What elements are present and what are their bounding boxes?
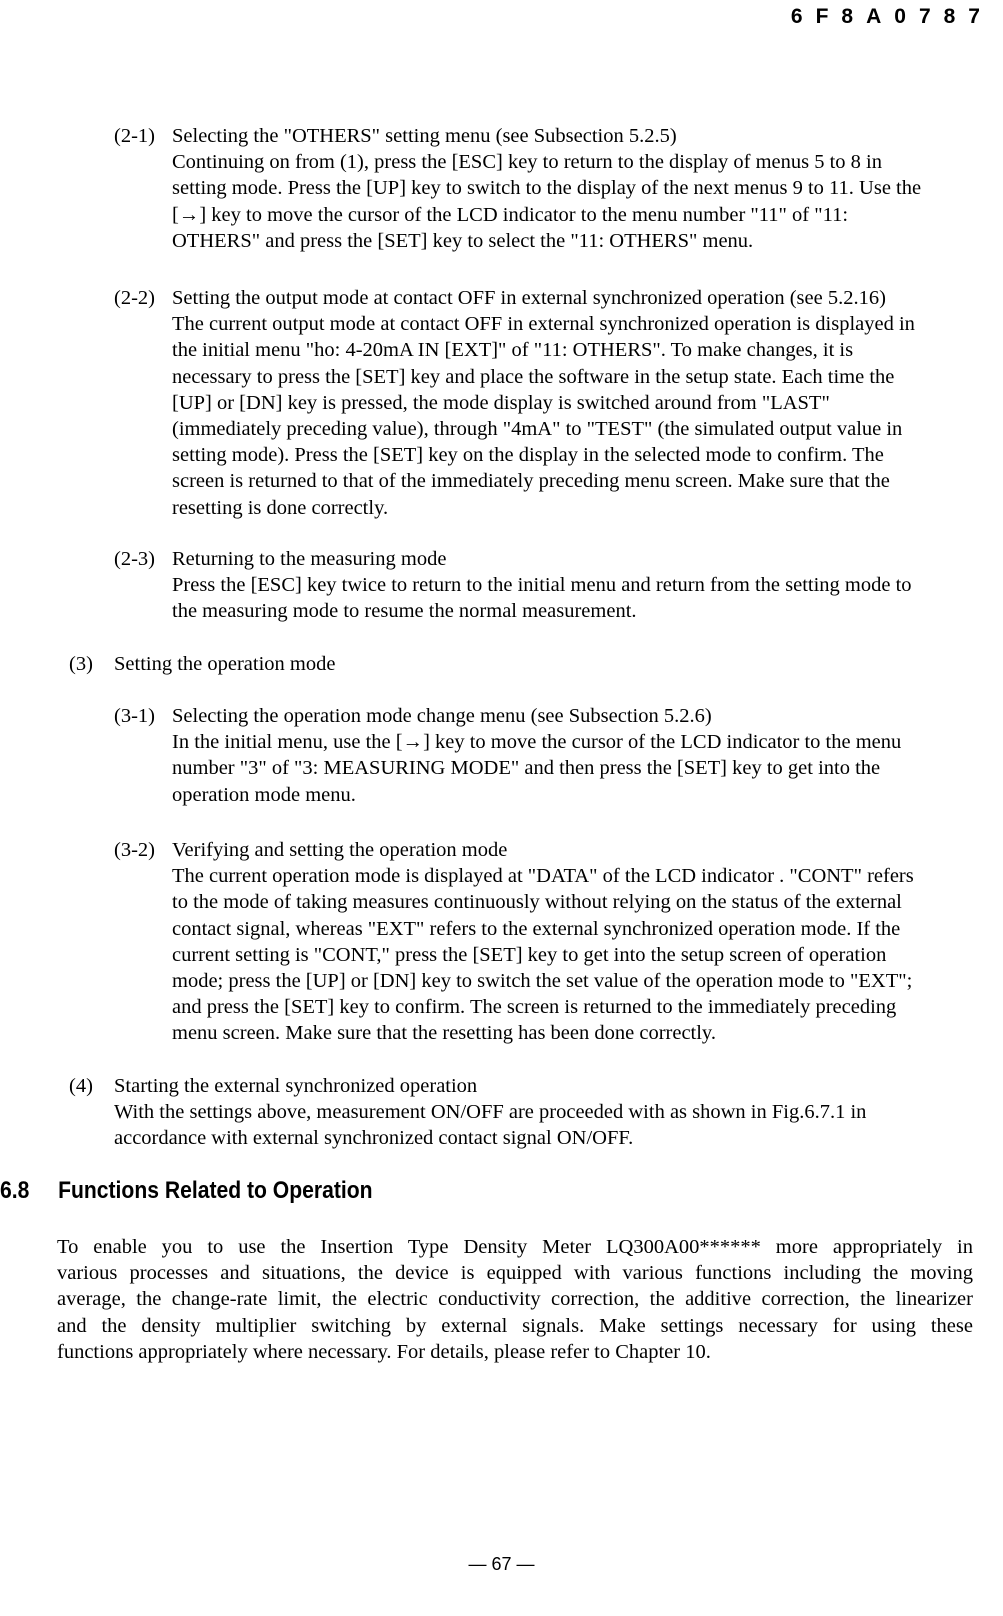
page-number: — 67 — <box>468 1554 535 1574</box>
item-line: Press the [ESC] key twice to return to the initial menu and return from the setting mode to <box>172 574 912 597</box>
section-paragraph <box>57 1234 973 1365</box>
item-line: [→] key to move the cursor of the LCD indicator to the menu number "11" of "11: <box>172 203 849 226</box>
item-line: OTHERS" and press the [SET] key to select the "11: OTHERS" menu. <box>172 229 754 252</box>
item-line: number "3" of "3: MEASURING MODE" and then press the [SET] key to get into the <box>172 757 881 780</box>
item-number: (4) <box>69 1075 93 1097</box>
item-4 <box>69 1073 989 1152</box>
item-number: (2-3) <box>114 548 155 570</box>
section-number: 6.8 <box>0 1177 30 1204</box>
item-line: current setting is "CONT," press the [SET] key to get into the setup screen of operation <box>172 943 887 966</box>
item-line: Continuing on from (1), press the [ESC] key to return to the display of menus 5 to 8 in <box>172 151 883 174</box>
item-line: to the mode of taking measures continuously without relying on the status of the external <box>172 891 902 914</box>
item-line: operation mode menu. <box>172 783 356 806</box>
section-heading <box>0 1178 373 1204</box>
paragraph-line: To enable you to use the Insertion Type Density Meter LQ300A00****** more appropriately in <box>57 1236 973 1258</box>
paragraph-line: and the density multiplier switching by external signals. Make settings necessary for using these <box>57 1314 973 1337</box>
item-line: In the initial menu, use the [→] key to move the cursor of the LCD indicator to the menu <box>172 731 902 754</box>
item-line: Setting the output mode at contact OFF in external synchronized operation (see 5.2.16) <box>172 287 886 309</box>
item-3-1 <box>114 703 994 808</box>
item-line: [UP] or [DN] key is pressed, the mode display is switched around from "LAST" <box>172 391 830 414</box>
item-line: accordance with external synchronized contact signal ON/OFF. <box>114 1127 634 1150</box>
item-body <box>172 285 994 521</box>
item-body <box>172 703 994 808</box>
item-line: menu screen. Make sure that the resetting has been done correctly. <box>172 1022 716 1045</box>
item-2-1 <box>114 123 994 254</box>
item-line: The current operation mode is displayed at "DATA" of the LCD indicator . "CONT" refers <box>172 865 914 888</box>
item-body <box>114 651 989 677</box>
item-body <box>114 1073 989 1152</box>
item-line: screen is returned to that of the immediately preceding menu screen. Make sure that the <box>172 470 890 493</box>
item-line: resetting is done correctly. <box>172 496 389 519</box>
item-line: (immediately preceding value), through "4mA" to "TEST" (the simulated output value in <box>172 418 903 441</box>
item-line: mode; press the [UP] or [DN] key to switch the set value of the operation mode to "EXT"; <box>172 970 913 993</box>
item-number: (3) <box>69 653 93 675</box>
item-3-2 <box>114 837 994 1047</box>
item-line: setting mode). Press the [SET] key on the display in the selected mode to confirm. The <box>172 444 884 467</box>
document-code: 6F8A0787 <box>790 5 993 28</box>
item-2-3 <box>114 546 994 625</box>
item-number: (2-2) <box>114 287 155 309</box>
item-number: (3-2) <box>114 839 155 861</box>
item-line: contact signal, whereas "EXT" refers to the external synchronized operation mode. If the <box>172 917 901 940</box>
item-2-2 <box>114 285 994 521</box>
item-body <box>172 123 994 254</box>
item-line: Setting the operation mode <box>114 653 336 675</box>
item-number: (2-1) <box>114 125 155 147</box>
item-line: and press the [SET] key to confirm. The screen is returned to the immediately preceding <box>172 996 897 1019</box>
item-line: Starting the external synchronized operation <box>114 1075 478 1097</box>
item-line: Selecting the operation mode change menu (see Subsection 5.2.6) <box>172 705 712 727</box>
item-line: Verifying and setting the operation mode <box>172 839 508 861</box>
item-line: necessary to press the [SET] key and place the software in the setup state. Each time the <box>172 365 895 388</box>
item-line: With the settings above, measurement ON/OFF are proceeded with as shown in Fig.6.7.1 in <box>114 1101 867 1124</box>
paragraph-line: average, the change-rate limit, the electric conductivity correction, the additive correction, the linearizer <box>57 1288 973 1311</box>
item-line: Selecting the "OTHERS" setting menu (see Subsection 5.2.5) <box>172 125 677 147</box>
paragraph-line: various processes and situations, the device is equipped with various functions including the moving <box>57 1262 973 1285</box>
item-line: Returning to the measuring mode <box>172 548 447 570</box>
section-title: Functions Related to Operation <box>58 1177 373 1204</box>
item-line: The current output mode at contact OFF in external synchronized operation is displayed in <box>172 313 915 336</box>
item-line: setting mode. Press the [UP] key to switch to the display of the next menus 9 to 11. Use the <box>172 177 922 200</box>
item-body <box>172 837 994 1047</box>
item-3 <box>69 651 989 677</box>
item-line: the initial menu "ho: 4-20mA IN [EXT]" of "11: OTHERS". To make changes, it is <box>172 339 854 362</box>
paragraph-line: functions appropriately where necessary. For details, please refer to Chapter 10. <box>57 1340 711 1363</box>
item-line: the measuring mode to resume the normal measurement. <box>172 600 637 623</box>
item-number: (3-1) <box>114 705 155 727</box>
item-body <box>172 546 994 625</box>
